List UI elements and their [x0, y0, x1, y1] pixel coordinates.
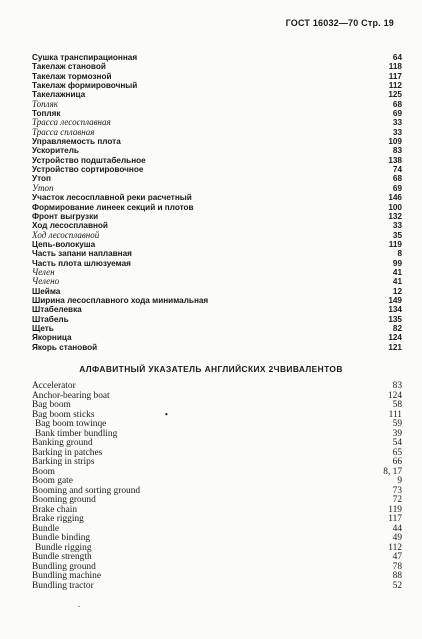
- page-header: ГОСТ 16032—70 Стр. 19: [285, 18, 394, 28]
- index-term: Штабелевка: [32, 305, 82, 315]
- page-reference: 44: [392, 523, 402, 534]
- page-reference: 117: [388, 71, 402, 81]
- page-reference: 12: [392, 286, 402, 296]
- page-reference: 47: [392, 552, 402, 562]
- index-term: Челено: [32, 276, 60, 287]
- page-reference: 99: [392, 258, 402, 268]
- page-reference: 125: [388, 90, 402, 100]
- index-term: Часть запани наплавная: [32, 249, 132, 259]
- page-reference: 82: [392, 323, 402, 333]
- page-reference: 69: [392, 183, 402, 193]
- page-reference: 111: [388, 409, 402, 420]
- index-term: Фронт выгрузки: [32, 211, 99, 221]
- index-term: Bag boom sticks: [32, 409, 95, 420]
- page-reference: 138: [388, 155, 402, 165]
- index-term: Bag boom towinqe: [35, 419, 107, 429]
- index-term: Banking ground: [32, 438, 93, 448]
- page-reference: 8: [397, 249, 402, 259]
- page-reference: 73: [392, 485, 402, 496]
- stray-print-mark: •: [165, 410, 168, 419]
- page-reference: 100: [388, 202, 402, 212]
- page-reference: 119: [388, 504, 402, 515]
- index-term: Штабель: [32, 314, 69, 324]
- page-reference: 88: [392, 571, 402, 581]
- index-entry: [32, 231, 402, 240]
- index-term: Brake rigging: [32, 514, 84, 524]
- page-reference: 65: [392, 447, 402, 458]
- index-entry: [32, 496, 402, 506]
- english-term-index: [32, 382, 402, 591]
- index-entry: [32, 156, 402, 165]
- page-reference: 68: [392, 99, 402, 109]
- index-term: Якорь становой: [32, 342, 98, 352]
- index-term: Такелаж формировочный: [32, 81, 138, 91]
- page-reference: 149: [388, 295, 402, 305]
- index-term: Ход лесосплавной: [32, 229, 100, 240]
- page-reference: 146: [388, 193, 402, 203]
- page-reference: 112: [388, 542, 402, 553]
- page-reference: 124: [387, 390, 402, 401]
- index-term: Якорница: [32, 333, 72, 343]
- page-reference: 59: [392, 419, 402, 429]
- index-entry: [32, 174, 402, 183]
- index-entry: [32, 128, 402, 137]
- index-entry: [32, 249, 402, 258]
- index-entry: [32, 100, 402, 109]
- index-term: Сушка транспирационная: [32, 53, 138, 62]
- index-entry: [32, 468, 402, 478]
- index-entry: [32, 240, 402, 249]
- index-term: Управляемость плота: [32, 137, 121, 147]
- index-entry: [32, 165, 402, 174]
- page-reference: 124: [388, 333, 402, 343]
- index-term: Boom: [32, 466, 55, 477]
- index-entry: [32, 72, 402, 81]
- page-reference: 121: [388, 342, 402, 352]
- index-entry: [32, 212, 402, 221]
- index-term: Ширина лесосплавного хода минимальная: [32, 295, 209, 305]
- index-entry: [32, 305, 402, 314]
- index-term: Такелажница: [32, 90, 86, 100]
- index-term: Щеть: [32, 323, 54, 333]
- index-entry: [32, 259, 402, 268]
- index-term: Топляк: [32, 98, 58, 109]
- index-entry: [32, 333, 402, 342]
- index-entry: [32, 193, 402, 202]
- page-reference: 39: [392, 428, 402, 439]
- index-term: Boom gate: [32, 476, 73, 486]
- page-reference: 117: [388, 514, 402, 524]
- page-reference: 54: [392, 438, 402, 448]
- index-term: Bundling machine: [32, 571, 101, 581]
- index-entry: [32, 90, 402, 99]
- index-entry: [32, 146, 402, 155]
- index-term: Bundle binding: [32, 533, 91, 543]
- page-reference: 35: [392, 230, 402, 240]
- page-reference: 41: [392, 267, 402, 277]
- index-term: Bundle: [32, 523, 60, 534]
- index-term: Цепь-волокуша: [32, 239, 96, 249]
- page-reference: 134: [388, 305, 402, 315]
- index-term: Bundling tractor: [32, 580, 94, 591]
- page-reference: 58: [392, 400, 402, 410]
- index-entry: [32, 343, 402, 352]
- index-term: Accelerator: [32, 381, 76, 391]
- page-reference: 112: [388, 81, 402, 91]
- page-reference: 33: [392, 221, 402, 231]
- page-reference: 69: [392, 109, 402, 119]
- index-term: Участок лесосплавной реки расчетный: [32, 193, 192, 203]
- page-reference: 33: [392, 118, 402, 128]
- index-term: Такелаж становой: [32, 62, 106, 72]
- page-reference: 72: [392, 495, 402, 505]
- index-entry: [32, 315, 402, 324]
- index-entry: [32, 62, 402, 71]
- index-entry: [32, 515, 402, 525]
- russian-term-index: [32, 53, 402, 352]
- page-reference: 64: [392, 53, 402, 62]
- index-term: Формирование линеек секций и плотов: [32, 202, 194, 212]
- index-term: Booming and sorting ground: [32, 485, 141, 496]
- index-term: Трасса лесосплавная: [32, 117, 111, 128]
- stray-print-mark: -: [78, 604, 80, 610]
- index-term: Челен: [32, 266, 55, 277]
- page-reference: 41: [392, 277, 402, 287]
- index-entry: [32, 184, 402, 193]
- index-term: Booming ground: [32, 495, 96, 505]
- index-entry: [32, 458, 402, 468]
- page-reference: 33: [392, 127, 402, 137]
- page-reference: 83: [392, 146, 402, 156]
- index-entry: [32, 287, 402, 296]
- index-term: Устройство сортировочное: [32, 165, 144, 175]
- page-reference: 66: [392, 457, 402, 467]
- index-entry: [32, 277, 402, 286]
- page-reference: 49: [392, 533, 402, 543]
- page-reference: 83: [392, 381, 402, 391]
- index-entry: [32, 53, 402, 62]
- page-reference: 74: [392, 165, 402, 175]
- page-reference: 52: [392, 580, 402, 591]
- index-entry: [32, 324, 402, 333]
- index-entry: [32, 506, 402, 516]
- index-term: Утоп: [32, 182, 54, 193]
- index-term: Anchor-bearing boat: [32, 390, 110, 401]
- page-reference: 8, 17: [383, 466, 402, 477]
- page-reference: 132: [388, 211, 402, 221]
- index-entry: [32, 582, 402, 592]
- index-term: Bag boom: [32, 400, 71, 410]
- page-reference: 119: [388, 239, 402, 249]
- index-term: Brake chain: [32, 504, 78, 515]
- index-entry: [32, 392, 402, 402]
- page-reference: 78: [392, 561, 402, 572]
- page-reference: 9: [397, 476, 402, 486]
- page-reference: 118: [388, 62, 402, 72]
- index-term: Трасса сплавная: [32, 126, 95, 137]
- page-reference: 68: [392, 174, 402, 184]
- index-term: Ускоритель: [32, 146, 79, 156]
- index-entry: [32, 137, 402, 146]
- index-term: Такелаж тормозной: [32, 71, 112, 81]
- index-entry: [32, 296, 402, 305]
- index-term: Bundle rigging: [35, 542, 92, 553]
- index-term: Часть плота шлюзуемая: [32, 258, 131, 268]
- section-heading: АЛФАВИТНЫЙ УКАЗАТЕЛЬ АНГЛИЙСКИХ 2ЧВИВАЛЕНТОВ: [79, 364, 343, 374]
- index-term: Устройство подштабельное: [32, 155, 146, 165]
- index-term: Шейма: [32, 286, 61, 296]
- index-entry: [32, 203, 402, 212]
- index-term: Bank timber bundling: [35, 428, 118, 439]
- page-reference: 135: [388, 314, 402, 324]
- index-term: Barking in patches: [32, 447, 103, 458]
- index-term: Топляк: [32, 109, 61, 119]
- index-term: Bundle strength: [32, 552, 92, 562]
- index-term: Barking in strips: [32, 457, 95, 467]
- index-term: Bundling ground: [32, 561, 96, 572]
- index-entry: [32, 268, 402, 277]
- index-term: Ход лесосплавной: [32, 221, 108, 231]
- index-entry: [32, 81, 402, 90]
- page-reference: 109: [388, 137, 402, 147]
- index-term: Утоп: [32, 174, 51, 184]
